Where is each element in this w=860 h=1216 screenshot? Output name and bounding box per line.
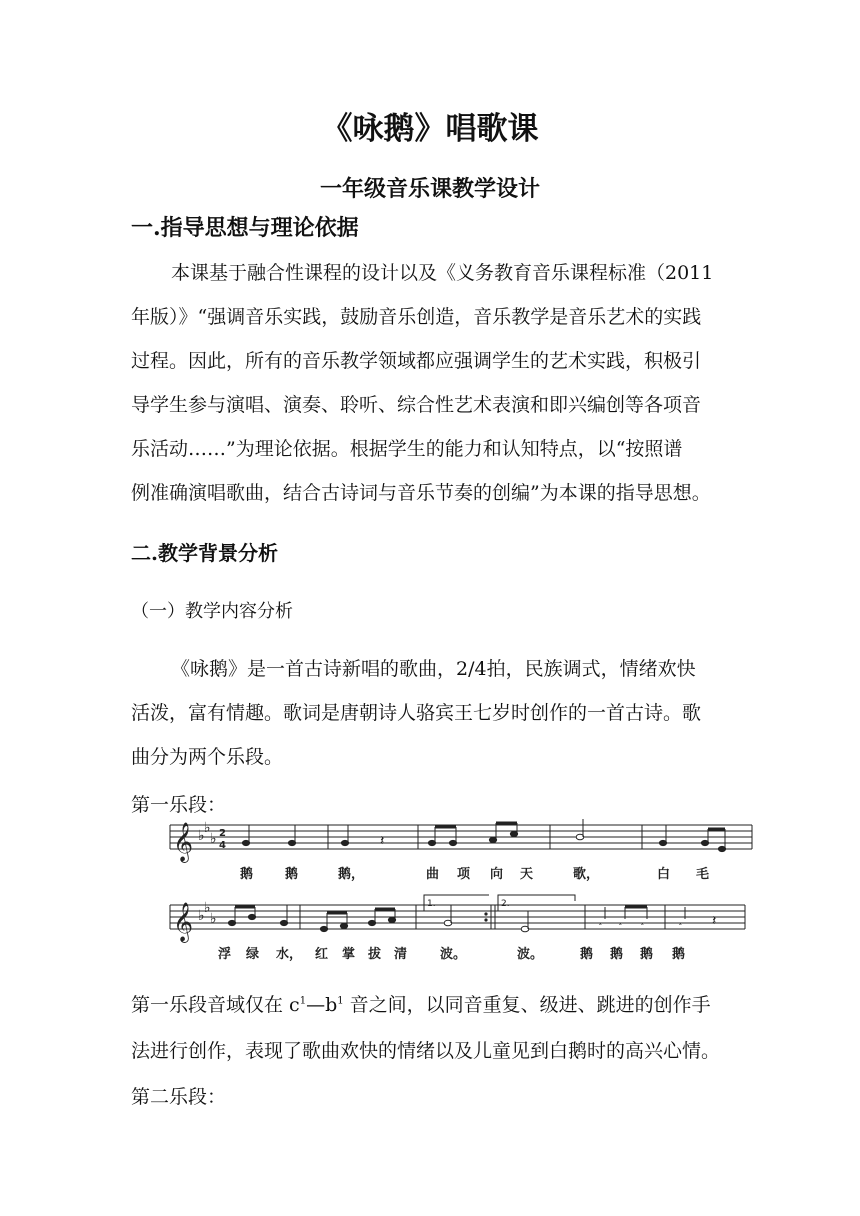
flat-icon: ♭: [198, 908, 205, 924]
paragraph-line: 本课基于融合性课程的设计以及《义务教育音乐课程标准（2011: [171, 262, 714, 284]
lyric: 鹅: [580, 947, 594, 962]
time-signature-bottom: 4: [219, 840, 226, 851]
lyric: 鹅: [285, 867, 299, 882]
section1-heading: 一.指导思想与理论依据: [131, 215, 359, 241]
part2-label: 第二乐段：: [131, 1086, 227, 1108]
x-notehead: 𝅃: [618, 914, 623, 929]
paragraph-line: 曲分为两个乐段。: [131, 746, 284, 768]
flat-icon: ♭: [210, 831, 217, 847]
section2-heading: 二.教学背景分析: [131, 541, 278, 565]
range-sup-2: 1: [337, 995, 344, 1007]
lyric: 向: [490, 867, 504, 882]
lyric: 拔: [368, 947, 382, 962]
volta-2-label: 2.: [501, 899, 510, 909]
range-text-b: —b: [306, 994, 338, 1016]
paragraph-line: 导学生参与演唱、演奏、聆听、综合性艺术表演和即兴编创等各项音: [131, 394, 702, 416]
range-text-c: 音之间，以同音重复、级进、跳进的创作手: [343, 994, 711, 1016]
lyric: 鹅，: [338, 867, 365, 882]
range-line: [131, 990, 711, 1017]
lyric: 鹅: [672, 947, 686, 962]
part1-label: 第一乐段：: [131, 794, 227, 816]
paragraph-line: 过程。因此，所有的音乐教学领域都应强调学生的艺术实践，积极引: [131, 350, 702, 372]
lyric: 毛: [696, 867, 710, 882]
range-text-a: 第一乐段音域仅在 c: [131, 994, 300, 1016]
range-sup-1: 1: [299, 995, 307, 1007]
paragraph-line: 《咏鹅》是一首古诗新唱的歌曲，2/4拍，民族调式，情绪欢快: [171, 658, 696, 680]
lyric: 鹅: [610, 947, 624, 962]
lyric: 鹅: [640, 947, 654, 962]
flat-icon: ♭: [204, 820, 211, 836]
lyric: 波。: [440, 947, 467, 962]
lyric: 歌，: [573, 867, 600, 882]
x-notehead: 𝅃: [640, 914, 645, 929]
x-notehead: 𝅃: [598, 914, 603, 929]
lyric: 白: [657, 867, 671, 882]
treble-clef-icon: 𝄞: [173, 822, 194, 862]
lyric: 红: [315, 947, 329, 962]
flat-icon: ♭: [198, 828, 205, 844]
paragraph-line: 活泼，富有情趣。歌词是唐朝诗人骆宾王七岁时创作的一首古诗。歌: [131, 702, 702, 724]
document-title: 《咏鹅》唱歌课: [321, 111, 539, 147]
document-subtitle: 一年级音乐课教学设计: [319, 176, 540, 202]
lyric: 清: [394, 947, 408, 962]
section2-subheading: （一）教学内容分析: [131, 601, 293, 622]
lyric: 浮: [218, 947, 232, 962]
quarter-rest-icon: 𝄽: [712, 913, 717, 929]
paragraph-line: 乐活动……”为理论依据。根据学生的能力和认知特点，以“按照谱: [131, 438, 683, 460]
lyric: 项: [457, 867, 471, 882]
lyric: 天: [520, 867, 534, 882]
paragraph-line: 法进行创作，表现了歌曲欢快的情绪以及儿童见到白鹅时的高兴心情。: [131, 1040, 721, 1062]
treble-clef-icon: 𝄞: [173, 902, 194, 942]
volta-1-label: 1.: [427, 899, 436, 909]
repeat-dot: [484, 918, 487, 921]
quarter-rest-icon: 𝄽: [380, 833, 385, 849]
lyric: 鹅: [240, 867, 254, 882]
lyric: 掌: [342, 947, 356, 962]
time-signature-top: 2: [219, 828, 226, 839]
lyric: 曲: [426, 867, 440, 882]
paragraph-line: 年版）》“强调音乐实践，鼓励音乐创造，音乐教学是音乐艺术的实践: [131, 306, 702, 328]
flat-icon: ♭: [210, 911, 217, 927]
x-notehead: 𝅃: [678, 914, 683, 929]
repeat-dot: [484, 912, 487, 915]
paragraph-line: 例准确演唱歌曲，结合古诗词与音乐节奏的创编”为本课的指导思想。: [131, 482, 711, 504]
lyric: 绿: [246, 947, 260, 962]
music-score: [160, 815, 760, 975]
lyric: 水，: [276, 947, 303, 962]
flat-icon: ♭: [204, 900, 211, 916]
lyric: 波。: [517, 947, 544, 962]
